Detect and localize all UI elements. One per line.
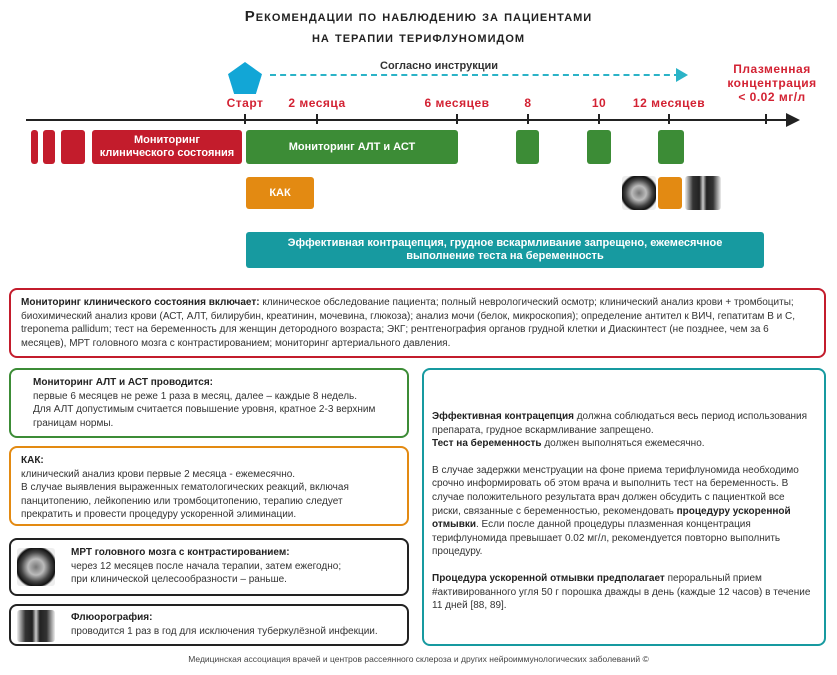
alt-box-heading: Мониторинг АЛТ и АСТ проводится: xyxy=(33,377,213,388)
clinical-box-heading: Мониторинг клинического состояния включает: xyxy=(21,297,260,308)
alt-ast-block-8 xyxy=(516,130,539,164)
tick-label-10: 10 xyxy=(591,96,607,110)
contraception-box xyxy=(422,368,826,646)
contra-p2-text: должен выполняться ежемесячно. xyxy=(541,438,705,450)
kak-bar: КАК xyxy=(246,177,314,209)
contra-p3-bold: процедуру ускоренной отмывки xyxy=(432,505,791,531)
xray-box-chest-icon xyxy=(17,610,55,642)
mri-box-heading: МРТ головного мозга с контрастированием: xyxy=(71,547,290,558)
kak-box-line-2: В случае выявления выраженных гематологических реакций, включая панцитопению, лейкопению или тромбоцитопению, терапию следует прекратить и провести процедуру ускоренной элиминации. xyxy=(21,482,349,521)
clinical-pre-block-1 xyxy=(31,130,38,164)
contra-paragraph-4 xyxy=(432,572,812,613)
tick-2-months xyxy=(316,114,318,124)
title-line-2: на терапии терифлуномидом xyxy=(311,29,526,46)
page-title xyxy=(0,6,837,48)
alt-ast-block-10 xyxy=(587,130,611,164)
kak-box-heading: КАК: xyxy=(21,455,44,466)
tick-label-6-months: 6 месяцев xyxy=(424,96,490,110)
kak-box xyxy=(9,446,409,526)
footer-text: Медицинская ассоциация врачей и центров рассеянного склероза и других нейроиммунологических заболеваний © xyxy=(188,654,649,664)
contra-p3-a: В случае задержки менструации на фоне приема терифлуномида необходимо срочно информировать об этом врача и выполнить тест на беременность. В случае положительного результата врач должен обсудить с пациенткой все риски, связанные с беременностью, рекомендовать xyxy=(432,464,799,517)
mri-box-brain-icon xyxy=(17,548,55,586)
contra-p4-bold: Процедура ускоренной отмывки предполагает xyxy=(432,572,665,584)
tick-10 xyxy=(598,114,600,124)
contra-p1-bold: Эффективная контрацепция xyxy=(432,411,574,422)
alt-box-line-1: первые 6 месяцев не реже 1 раза в месяц, далее – каждые 8 недель. xyxy=(33,390,358,402)
contra-p1-text: должна соблюдаться весь период использования препарата, грудное вскармливание запрещено. xyxy=(432,411,808,436)
tick-plasma xyxy=(765,114,767,124)
clinical-monitoring-box xyxy=(9,288,826,358)
start-pentagon-icon xyxy=(228,62,262,94)
chest-xray-icon xyxy=(685,176,721,210)
tick-label-start: Старт xyxy=(226,96,264,110)
plasma-line-3: < 0.02 мг/л xyxy=(738,90,806,104)
by-instruction-label: Согласно инструкции xyxy=(380,60,499,72)
clinical-pre-block-2 xyxy=(43,130,55,164)
timeline-arrow-icon xyxy=(786,113,800,127)
contra-p3-b: . Если после данной процедуры плазменная концентрация терифлуномида превышает 0.02 мг/л, рекомендуется повторно выполнить процедуру. xyxy=(432,519,781,558)
tick-label-12-months: 12 месяцев xyxy=(632,96,706,110)
mri-brain-icon xyxy=(622,176,656,210)
plasma-line-1: Плазменная xyxy=(733,62,811,76)
kak-block-12 xyxy=(658,177,682,209)
tick-12-months xyxy=(668,114,670,124)
tick-start xyxy=(244,114,246,124)
contraception-bar: Эффективная контрацепция, грудное вскармливание запрещено, ежемесячное выполнение теста на беременность xyxy=(246,232,764,268)
instruction-arrow-icon xyxy=(676,68,688,82)
contra-paragraph-2 xyxy=(432,437,812,451)
clinical-monitoring-bar: Мониторинг клинического состояния xyxy=(92,130,242,164)
title-line-1: Рекомендации по наблюдению за пациентами xyxy=(244,8,593,25)
alt-ast-box xyxy=(9,368,409,438)
tick-8 xyxy=(527,114,529,124)
tick-label-2-months: 2 месяца xyxy=(288,96,346,110)
contra-p4-text: пероральный прием #активированного угля 50 г порошка дважды в день (каждые 12 часов) в течение 11 дней [88, 89]. xyxy=(432,572,811,612)
mri-box-line-2: при клинической целесообразности – раньше. xyxy=(71,574,287,586)
timeline-axis xyxy=(26,119,790,121)
plasma-concentration-label xyxy=(708,62,836,104)
alt-ast-bar: Мониторинг АЛТ и АСТ xyxy=(246,130,458,164)
xray-box-heading: Флюорография: xyxy=(71,612,153,623)
xray-box-line-1: проводится 1 раз в год для исключения туберкулёзной инфекции. xyxy=(71,625,378,637)
mri-box xyxy=(9,538,409,596)
tick-label-8: 8 xyxy=(524,96,532,110)
tick-6-months xyxy=(456,114,458,124)
xray-box xyxy=(9,604,409,646)
instruction-dashed-line xyxy=(270,74,680,76)
plasma-line-2: концентрация xyxy=(727,76,817,90)
kak-box-line-1: клинический анализ крови первые 2 месяца - ежемесячно. xyxy=(21,468,296,480)
clinical-pre-block-3 xyxy=(61,130,85,164)
alt-ast-block-12 xyxy=(658,130,684,164)
mri-box-line-1: через 12 месяцев после начала терапии, затем ежегодно; xyxy=(71,560,342,572)
contra-paragraph-3 xyxy=(432,464,812,559)
contra-paragraph-1 xyxy=(432,410,812,437)
contra-p2-bold: Тест на беременность xyxy=(432,438,542,450)
alt-box-line-2: Для АЛТ допустимым считается повышение уровня, кратное 2-3 верхним границам нормы. xyxy=(33,404,376,429)
clinical-box-text: клиническое обследование пациента; полный неврологический осмотр; клинический анализ крови + тромбоциты; биохимический анализ крови (АСТ, АЛТ, билирубин, креатинин, мочевина, глюкоза); анализ мочи (белок, микроскопия); определение антител к ВИЧ, гепатитам В и С, treponema pallidum; тест на беременность для женщин детородного возраста; ЭКГ; рентгенография органов грудной клетки и Диаскинтест (не позднее, чем за 6 месяцев), МРТ головного мозга с контрастированием; мониторинг артериального давления. xyxy=(21,297,796,349)
